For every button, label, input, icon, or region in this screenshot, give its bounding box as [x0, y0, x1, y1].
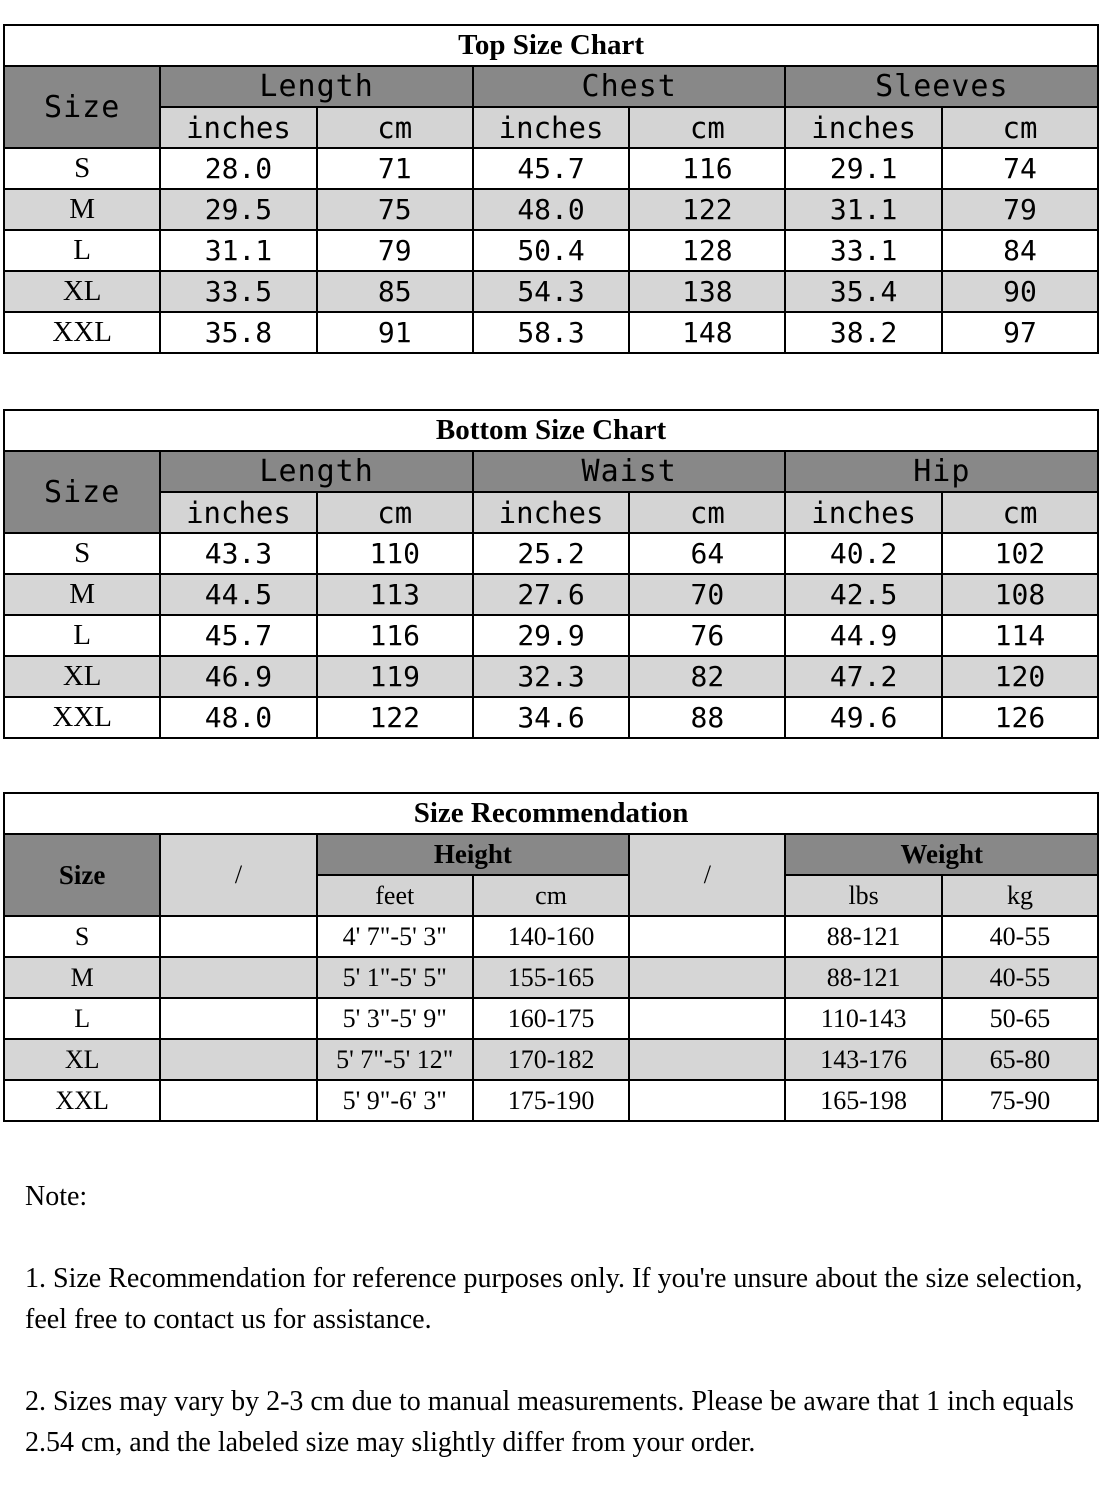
value-cell: 50.4	[473, 230, 629, 271]
value-cell: 74	[942, 148, 1098, 189]
value-cell: 79	[942, 189, 1098, 230]
value-cell: 43.3	[160, 533, 316, 574]
top-unit: inches	[473, 107, 629, 148]
lbs-cell: 143-176	[785, 1039, 941, 1080]
cm-cell: 170-182	[473, 1039, 629, 1080]
top-unit: cm	[942, 107, 1098, 148]
value-cell: 33.1	[785, 230, 941, 271]
value-cell: 76	[629, 615, 785, 656]
value-cell: 29.1	[785, 148, 941, 189]
value-cell: 29.9	[473, 615, 629, 656]
value-cell: 110	[317, 533, 473, 574]
lbs-cell: 88-121	[785, 957, 941, 998]
value-cell: 79	[317, 230, 473, 271]
value-cell: 71	[317, 148, 473, 189]
value-cell: 116	[629, 148, 785, 189]
recommendation-title: Size Recommendation	[4, 793, 1098, 834]
value-cell: 64	[629, 533, 785, 574]
size-cell: S	[4, 916, 160, 957]
value-cell: 84	[942, 230, 1098, 271]
value-cell: 34.6	[473, 697, 629, 738]
value-cell: 46.9	[160, 656, 316, 697]
rec-unit: feet	[317, 875, 473, 916]
feet-cell: 4' 7"-5' 3"	[317, 916, 473, 957]
bottom-unit: inches	[785, 492, 941, 533]
bottom-size-chart	[3, 409, 1099, 739]
value-cell: 33.5	[160, 271, 316, 312]
table-row	[4, 312, 1098, 353]
rec-height-header: Height	[317, 834, 630, 875]
value-cell: 28.0	[160, 148, 316, 189]
top-group-sleeves: Sleeves	[785, 66, 1098, 107]
value-cell: 35.4	[785, 271, 941, 312]
note-item: 1. Size Recommendation for reference purposes only. If you're unsure about the size selection, feel free to contact us for assistance.	[25, 1263, 1083, 1335]
size-cell: XL	[4, 271, 160, 312]
kg-cell: 40-55	[942, 957, 1098, 998]
value-cell: 38.2	[785, 312, 941, 353]
empty-cell	[629, 1080, 785, 1121]
size-cell: L	[4, 998, 160, 1039]
table-row	[4, 998, 1098, 1039]
value-cell: 29.5	[160, 189, 316, 230]
value-cell: 54.3	[473, 271, 629, 312]
empty-cell	[629, 998, 785, 1039]
value-cell: 114	[942, 615, 1098, 656]
top-size-header: Size	[4, 66, 160, 148]
rec-unit: kg	[942, 875, 1098, 916]
value-cell: 47.2	[785, 656, 941, 697]
rec-unit: cm	[473, 875, 629, 916]
table-row	[4, 574, 1098, 615]
notes-title: Note:	[25, 1181, 88, 1212]
value-cell: 42.5	[785, 574, 941, 615]
table-row	[4, 697, 1098, 738]
table-row	[4, 230, 1098, 271]
value-cell: 31.1	[785, 189, 941, 230]
size-cell: M	[4, 957, 160, 998]
value-cell: 113	[317, 574, 473, 615]
size-cell: XXL	[4, 1080, 160, 1121]
rec-slash-cell: /	[629, 834, 785, 916]
value-cell: 49.6	[785, 697, 941, 738]
size-cell: M	[4, 574, 160, 615]
size-recommendation-table	[3, 792, 1099, 1122]
size-cell: L	[4, 615, 160, 656]
top-unit: cm	[317, 107, 473, 148]
value-cell: 32.3	[473, 656, 629, 697]
table-row	[4, 271, 1098, 312]
cm-cell: 160-175	[473, 998, 629, 1039]
lbs-cell: 88-121	[785, 916, 941, 957]
empty-cell	[629, 916, 785, 957]
value-cell: 91	[317, 312, 473, 353]
size-cell: XL	[4, 1039, 160, 1080]
value-cell: 122	[629, 189, 785, 230]
empty-cell	[160, 1039, 316, 1080]
top-chart-title: Top Size Chart	[4, 25, 1098, 66]
feet-cell: 5' 3"-5' 9"	[317, 998, 473, 1039]
bottom-unit: cm	[317, 492, 473, 533]
bottom-unit: inches	[160, 492, 316, 533]
value-cell: 44.5	[160, 574, 316, 615]
kg-cell: 65-80	[942, 1039, 1098, 1080]
value-cell: 148	[629, 312, 785, 353]
table-row	[4, 656, 1098, 697]
bottom-group-waist: Waist	[473, 451, 786, 492]
note-item: 2. Sizes may vary by 2-3 cm due to manual measurements. Please be aware that 1 inch equals 2.54 cm, and the labeled size may slightly differ from your order.	[25, 1386, 1074, 1458]
empty-cell	[160, 998, 316, 1039]
value-cell: 70	[629, 574, 785, 615]
size-cell: L	[4, 230, 160, 271]
value-cell: 82	[629, 656, 785, 697]
feet-cell: 5' 7"-5' 12"	[317, 1039, 473, 1080]
value-cell: 85	[317, 271, 473, 312]
table-row	[4, 1039, 1098, 1080]
table-row	[4, 148, 1098, 189]
value-cell: 97	[942, 312, 1098, 353]
table-row	[4, 916, 1098, 957]
rec-unit: lbs	[785, 875, 941, 916]
value-cell: 108	[942, 574, 1098, 615]
size-cell: M	[4, 189, 160, 230]
value-cell: 31.1	[160, 230, 316, 271]
table-row	[4, 615, 1098, 656]
value-cell: 40.2	[785, 533, 941, 574]
kg-cell: 75-90	[942, 1080, 1098, 1121]
table-row	[4, 533, 1098, 574]
empty-cell	[160, 1080, 316, 1121]
value-cell: 48.0	[473, 189, 629, 230]
table-row	[4, 189, 1098, 230]
cm-cell: 140-160	[473, 916, 629, 957]
feet-cell: 5' 9"-6' 3"	[317, 1080, 473, 1121]
top-group-length: Length	[160, 66, 473, 107]
table-row	[4, 1080, 1098, 1121]
value-cell: 116	[317, 615, 473, 656]
bottom-group-length: Length	[160, 451, 473, 492]
top-group-chest: Chest	[473, 66, 786, 107]
value-cell: 138	[629, 271, 785, 312]
value-cell: 35.8	[160, 312, 316, 353]
kg-cell: 50-65	[942, 998, 1098, 1039]
rec-weight-header: Weight	[785, 834, 1098, 875]
value-cell: 120	[942, 656, 1098, 697]
bottom-size-header: Size	[4, 451, 160, 533]
value-cell: 48.0	[160, 697, 316, 738]
value-cell: 126	[942, 697, 1098, 738]
value-cell: 88	[629, 697, 785, 738]
value-cell: 45.7	[473, 148, 629, 189]
empty-cell	[629, 957, 785, 998]
empty-cell	[160, 957, 316, 998]
bottom-unit: cm	[629, 492, 785, 533]
size-cell: XXL	[4, 312, 160, 353]
size-cell: S	[4, 148, 160, 189]
cm-cell: 155-165	[473, 957, 629, 998]
table-row	[4, 957, 1098, 998]
notes-section	[25, 1176, 1085, 1504]
bottom-chart-title: Bottom Size Chart	[4, 410, 1098, 451]
value-cell: 75	[317, 189, 473, 230]
rec-size-header: Size	[4, 834, 160, 916]
bottom-unit: inches	[473, 492, 629, 533]
size-cell: XL	[4, 656, 160, 697]
value-cell: 128	[629, 230, 785, 271]
top-unit: cm	[629, 107, 785, 148]
value-cell: 102	[942, 533, 1098, 574]
value-cell: 122	[317, 697, 473, 738]
value-cell: 119	[317, 656, 473, 697]
value-cell: 45.7	[160, 615, 316, 656]
value-cell: 90	[942, 271, 1098, 312]
top-unit: inches	[785, 107, 941, 148]
bottom-group-hip: Hip	[785, 451, 1098, 492]
empty-cell	[629, 1039, 785, 1080]
feet-cell: 5' 1"-5' 5"	[317, 957, 473, 998]
bottom-unit: cm	[942, 492, 1098, 533]
empty-cell	[160, 916, 316, 957]
size-cell: S	[4, 533, 160, 574]
top-size-chart	[3, 24, 1099, 354]
kg-cell: 40-55	[942, 916, 1098, 957]
top-unit: inches	[160, 107, 316, 148]
cm-cell: 175-190	[473, 1080, 629, 1121]
rec-slash-cell: /	[160, 834, 316, 916]
value-cell: 44.9	[785, 615, 941, 656]
value-cell: 25.2	[473, 533, 629, 574]
value-cell: 58.3	[473, 312, 629, 353]
lbs-cell: 110-143	[785, 998, 941, 1039]
value-cell: 27.6	[473, 574, 629, 615]
lbs-cell: 165-198	[785, 1080, 941, 1121]
size-cell: XXL	[4, 697, 160, 738]
